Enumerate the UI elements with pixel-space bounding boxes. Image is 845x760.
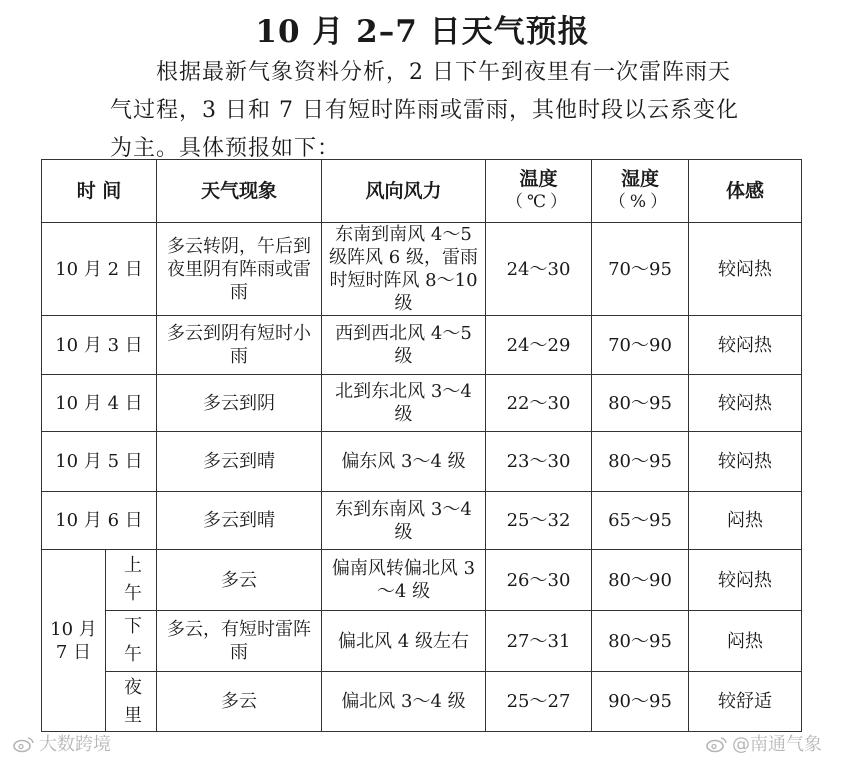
cell-wind: 西到西北风 4～5 级 — [322, 316, 486, 375]
cell-wind: 偏南风转偏北风 3～4 级 — [322, 550, 486, 611]
cell-weather: 多云 — [157, 550, 322, 611]
cell-temp: 27～31 — [486, 611, 592, 672]
table-row — [42, 223, 802, 316]
header-weather: 天气现象 — [157, 160, 322, 223]
table-row — [42, 432, 802, 492]
table-row — [42, 316, 802, 375]
header-humidity — [592, 160, 689, 223]
header-humidity-label: 湿度 — [620, 168, 659, 190]
cell-weather: 多云到晴 — [157, 432, 322, 492]
cell-temp: 23～30 — [486, 432, 592, 492]
cell-date: 10 月 7 日 — [42, 550, 106, 732]
cell-period — [106, 672, 157, 732]
weibo-icon — [12, 735, 36, 753]
header-time: 时 间 — [42, 160, 157, 223]
cell-period — [106, 550, 157, 611]
cell-temp: 24～29 — [486, 316, 592, 375]
weibo-icon — [705, 735, 729, 753]
watermark-left-text: 大数跨境 — [39, 734, 111, 755]
period-label: 上午 — [124, 555, 142, 604]
cell-humidity: 70～95 — [592, 223, 689, 316]
cell-period — [106, 611, 157, 672]
cell-humidity: 65～95 — [592, 492, 689, 550]
cell-feel: 闷热 — [689, 611, 802, 672]
period-label: 夜里 — [124, 676, 142, 726]
table-header-row — [42, 160, 802, 223]
cell-wind: 偏东风 3～4 级 — [322, 432, 486, 492]
cell-feel: 较闷热 — [689, 223, 802, 316]
period-label: 下午 — [124, 616, 142, 665]
header-temp-unit: （℃） — [505, 192, 572, 212]
cell-humidity: 80～95 — [592, 611, 689, 672]
cell-temp: 25～32 — [486, 492, 592, 550]
page-title: 10 月 2–7 日天气预报 — [255, 14, 590, 50]
header-wind: 风向风力 — [322, 160, 486, 223]
forecast-table — [41, 159, 802, 732]
cell-feel: 闷热 — [689, 492, 802, 550]
cell-temp: 26～30 — [486, 550, 592, 611]
table-row — [42, 550, 802, 611]
cell-feel: 较舒适 — [689, 672, 802, 732]
cell-weather: 多云 — [157, 672, 322, 732]
cell-wind: 偏北风 4 级左右 — [322, 611, 486, 672]
cell-feel: 较闷热 — [689, 316, 802, 375]
table-row — [42, 611, 802, 672]
table-row — [42, 375, 802, 432]
cell-weather: 多云到阴有短时小雨 — [157, 316, 322, 375]
watermark-left — [12, 730, 111, 756]
cell-temp: 22～30 — [486, 375, 592, 432]
watermark-right-text: @南通气象 — [732, 734, 822, 755]
header-temp-label: 温度 — [519, 168, 558, 190]
cell-date: 10 月 5 日 — [42, 432, 157, 492]
table-row — [42, 492, 802, 550]
cell-humidity: 90～95 — [592, 672, 689, 732]
cell-weather: 多云到晴 — [157, 492, 322, 550]
cell-weather: 多云转阴，午后到夜里阴有阵雨或雷雨 — [157, 223, 322, 316]
cell-date: 10 月 2 日 — [42, 223, 157, 316]
watermark-right — [705, 730, 822, 756]
cell-feel: 较闷热 — [689, 432, 802, 492]
intro-paragraph: 根据最新气象资料分析，2 日下午到夜里有一次雷阵雨天气过程，3 日和 7 日有短时阵雨或雷雨，其他时段以云系变化为主。具体预报如下： — [110, 60, 739, 161]
cell-humidity: 80～90 — [592, 550, 689, 611]
cell-date: 10 月 3 日 — [42, 316, 157, 375]
cell-wind: 偏北风 3～4 级 — [322, 672, 486, 732]
header-temp — [486, 160, 592, 223]
cell-wind: 北到东北风 3～4 级 — [322, 375, 486, 432]
cell-temp: 25～27 — [486, 672, 592, 732]
cell-temp: 24～30 — [486, 223, 592, 316]
cell-weather: 多云，有短时雷阵雨 — [157, 611, 322, 672]
cell-humidity: 80～95 — [592, 432, 689, 492]
cell-weather: 多云到阴 — [157, 375, 322, 432]
table-row — [42, 672, 802, 732]
cell-wind: 东到东南风 3～4 级 — [322, 492, 486, 550]
cell-feel: 较闷热 — [689, 550, 802, 611]
header-feel: 体感 — [689, 160, 802, 223]
cell-date: 10 月 6 日 — [42, 492, 157, 550]
cell-humidity: 80～95 — [592, 375, 689, 432]
header-humidity-unit: （%） — [608, 192, 672, 212]
cell-feel: 较闷热 — [689, 375, 802, 432]
cell-humidity: 70～90 — [592, 316, 689, 375]
cell-wind: 东南到南风 4～5 级阵风 6 级，雷雨时短时阵风 8～10 级 — [322, 223, 486, 316]
cell-date: 10 月 4 日 — [42, 375, 157, 432]
